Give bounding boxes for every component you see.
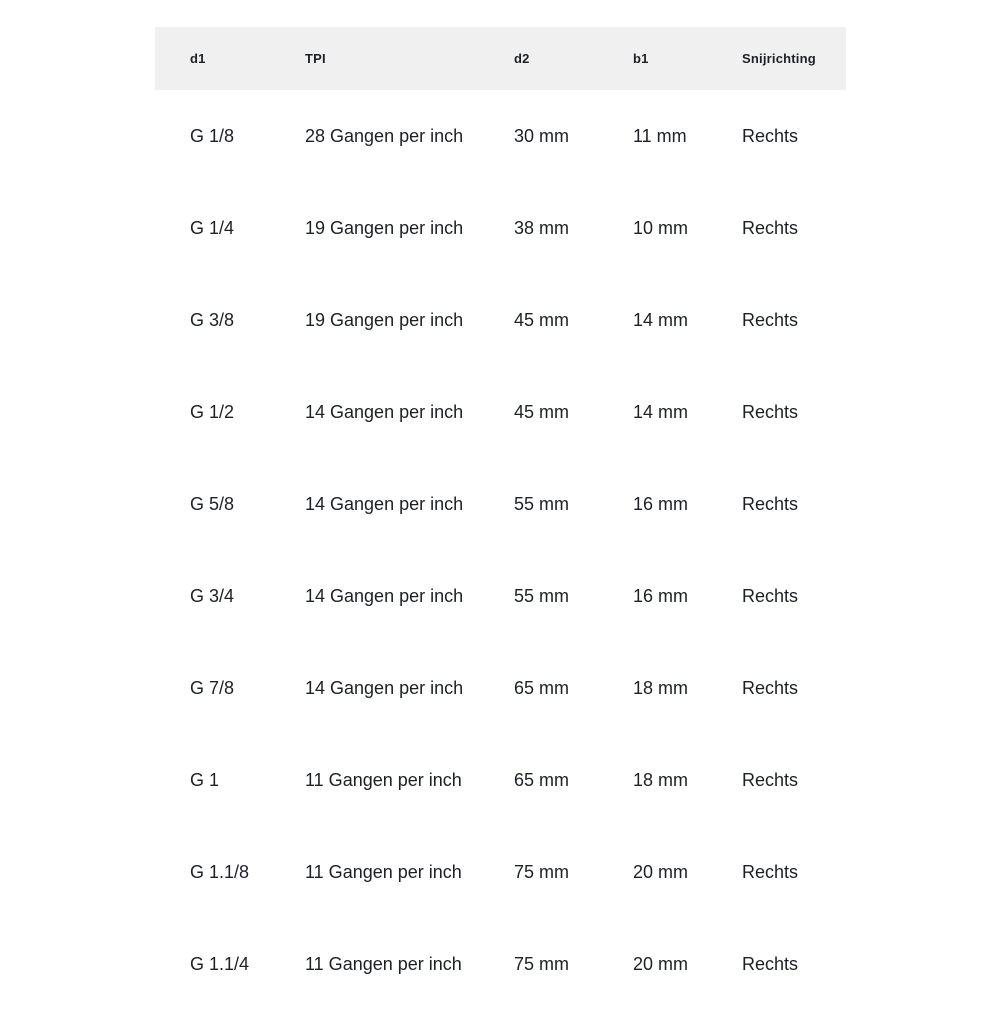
table-cell-d2: 55 mm (514, 585, 570, 606)
table-cell-tpi: 19 Gangen per inch (305, 217, 464, 238)
table-cell-d2: 30 mm (514, 125, 570, 146)
table-cell-d2: 45 mm (514, 401, 570, 422)
table-cell-tpi: 14 Gangen per inch (305, 677, 464, 698)
table-cell-snijrichting: Rechts (742, 953, 799, 974)
table-cell-d1: G 3/4 (190, 585, 235, 606)
table-cell-d1: G 1/4 (190, 217, 235, 238)
table-cell-snijrichting: Rechts (742, 861, 799, 882)
table-cell-d1: G 1/2 (190, 401, 235, 422)
table-row (155, 366, 846, 458)
column-header-d2: d2 (514, 51, 530, 66)
table-row (155, 642, 846, 734)
table-cell-snijrichting: Rechts (742, 769, 799, 790)
table-cell-snijrichting: Rechts (742, 493, 799, 514)
table-cell-snijrichting: Rechts (742, 585, 799, 606)
table-cell-snijrichting: Rechts (742, 401, 799, 422)
table-row (155, 826, 846, 918)
table-cell-b1: 14 mm (633, 309, 689, 330)
table-cell-tpi: 11 Gangen per inch (305, 769, 462, 790)
table-cell-d1: G 3/8 (190, 309, 235, 330)
table-cell-b1: 10 mm (633, 217, 689, 238)
table-cell-d1: G 1 (190, 769, 220, 790)
column-header-tpi: TPI (305, 51, 326, 66)
table-cell-snijrichting: Rechts (742, 677, 799, 698)
table-row (155, 458, 846, 550)
table-cell-b1: 14 mm (633, 401, 689, 422)
table-row (155, 90, 846, 182)
table-cell-tpi: 14 Gangen per inch (305, 585, 464, 606)
table-row (155, 734, 846, 826)
table-cell-snijrichting: Rechts (742, 217, 799, 238)
table-cell-d1: G 1/8 (190, 125, 235, 146)
table-row (155, 182, 846, 274)
table-body (155, 90, 846, 1010)
table-cell-b1: 20 mm (633, 861, 689, 882)
table-cell-b1: 18 mm (633, 677, 689, 698)
table-cell-d1: G 1.1/8 (190, 861, 250, 882)
table-cell-tpi: 14 Gangen per inch (305, 493, 464, 514)
table-cell-d2: 75 mm (514, 953, 570, 974)
table-cell-d1: G 1.1/4 (190, 953, 250, 974)
column-header-snijrichting: Snijrichting (742, 51, 816, 66)
table-cell-tpi: 11 Gangen per inch (305, 861, 462, 882)
table-cell-tpi: 19 Gangen per inch (305, 309, 464, 330)
table-cell-d1: G 7/8 (190, 677, 235, 698)
table-cell-tpi: 11 Gangen per inch (305, 953, 462, 974)
table-cell-d2: 45 mm (514, 309, 570, 330)
table-cell-tpi: 14 Gangen per inch (305, 401, 464, 422)
table-cell-d2: 65 mm (514, 769, 570, 790)
table-cell-b1: 11 mm (633, 125, 687, 146)
column-header-b1: b1 (633, 51, 649, 66)
table-cell-d2: 55 mm (514, 493, 570, 514)
table-cell-d2: 75 mm (514, 861, 570, 882)
table-cell-snijrichting: Rechts (742, 125, 799, 146)
table-row (155, 550, 846, 642)
table-cell-d2: 65 mm (514, 677, 570, 698)
table-cell-b1: 16 mm (633, 493, 689, 514)
table-row (155, 918, 846, 1010)
table-cell-snijrichting: Rechts (742, 309, 799, 330)
column-header-d1: d1 (190, 51, 206, 66)
table-header-row (155, 27, 846, 90)
table-cell-tpi: 28 Gangen per inch (305, 125, 464, 146)
table-cell-b1: 20 mm (633, 953, 689, 974)
table-cell-d1: G 5/8 (190, 493, 235, 514)
table-cell-b1: 16 mm (633, 585, 689, 606)
table-row (155, 274, 846, 366)
thread-spec-table (155, 27, 846, 1010)
table-cell-d2: 38 mm (514, 217, 570, 238)
table-cell-b1: 18 mm (633, 769, 689, 790)
